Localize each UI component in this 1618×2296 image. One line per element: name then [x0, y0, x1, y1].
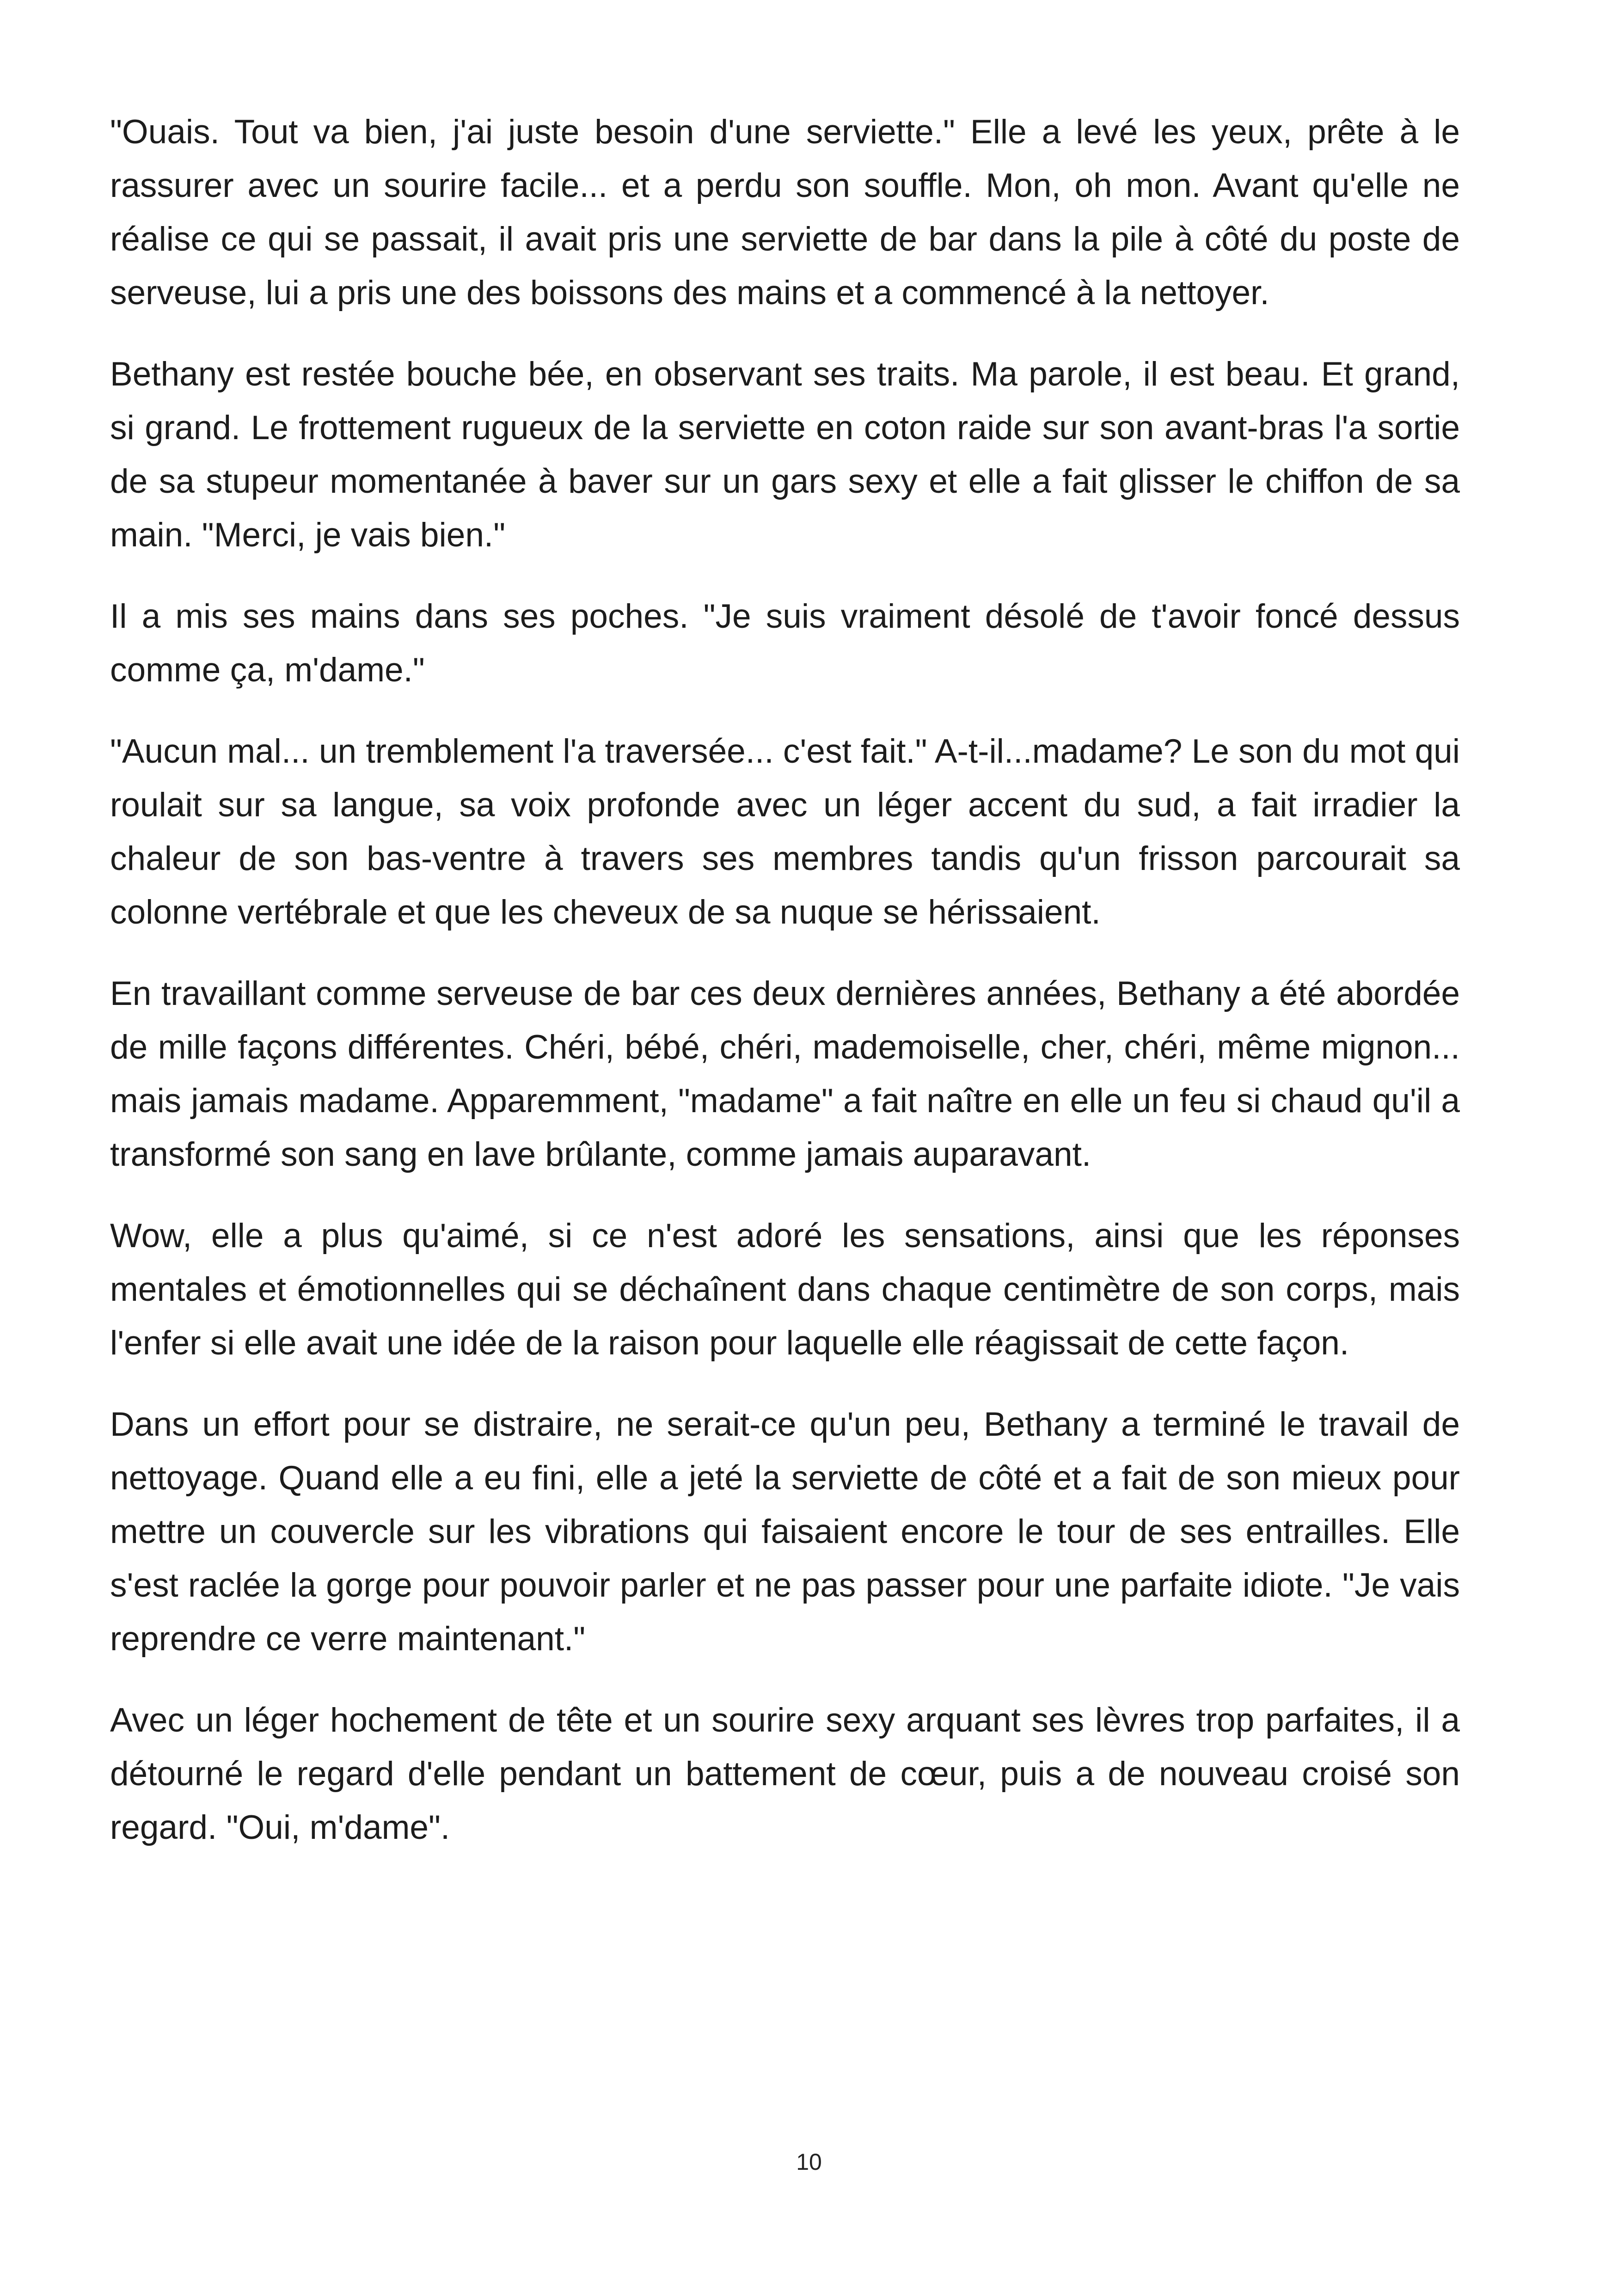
body-text — [110, 105, 1460, 1882]
paragraph: "Ouais. Tout va bien, j'ai juste besoin d'une serviette." Elle a levé les yeux, prête à le rassurer avec un sourire facile... et a perdu son souffle. Mon, oh mon. Avant qu'elle ne réalise ce qui se passait, il avait pris une serviette de bar dans la pile à côté du poste de serveuse, lui a pris une des boissons des mains et a commencé à la nettoyer. — [110, 113, 1460, 312]
paragraph: Il a mis ses mains dans ses poches. "Je suis vraiment désolé de t'avoir foncé dessus comme ça, m'dame." — [110, 598, 1460, 689]
paragraph: Avec un léger hochement de tête et un sourire sexy arquant ses lèvres trop parfaites, il a détourné le regard d'elle pendant un battement de cœur, puis a de nouveau croisé son regard. "Oui, m'dame". — [110, 1702, 1460, 1846]
paragraph: En travaillant comme serveuse de bar ces deux dernières années, Bethany a été abordée de mille façons différentes. Chéri, bébé, chéri, mademoiselle, cher, chéri, même mignon... mais jamais madame. Apparemment, "madame" a fait naître en elle un feu si chaud qu'il a transformé son sang en lave brûlante, comme jamais auparavant. — [110, 975, 1460, 1173]
paragraph: Dans un effort pour se distraire, ne serait-ce qu'un peu, Bethany a terminé le travail de nettoyage. Quand elle a eu fini, elle a jeté la serviette de côté et a fait de son mieux pour mettre un couvercle sur les vibrations qui faisaient encore le tour de ses entrailles. Elle s'est raclée la gorge pour pouvoir parler et ne pas passer pour une parfaite idiote. "Je vais reprendre ce verre maintenant." — [110, 1406, 1460, 1658]
paragraph: "Aucun mal... un tremblement l'a traversée... c'est fait." A-t-il...madame? Le son du mot qui roulait sur sa langue, sa voix profonde avec un léger accent du sud, a fait irradier la chaleur de son bas-ventre à travers ses membres tandis qu'un frisson parcourait sa colonne vertébrale et que les cheveux de sa nuque se hérissaient. — [110, 733, 1460, 931]
paragraph: Bethany est restée bouche bée, en observant ses traits. Ma parole, il est beau. Et grand, si grand. Le frottement rugueux de la serviette en coton raide sur son avant-bras l'a sortie de sa stupeur momentanée à baver sur un gars sexy et elle a fait glisser le chiffon de sa main. "Merci, je vais bien." — [110, 355, 1460, 554]
paragraph: Wow, elle a plus qu'aimé, si ce n'est adoré les sensations, ainsi que les réponses mentales et émotionnelles qui se déchaînent dans chaque centimètre de son corps, mais l'enfer si elle avait une idée de la raison pour laquelle elle réagissait de cette façon. — [110, 1217, 1460, 1362]
page-number: 10 — [796, 2149, 822, 2175]
